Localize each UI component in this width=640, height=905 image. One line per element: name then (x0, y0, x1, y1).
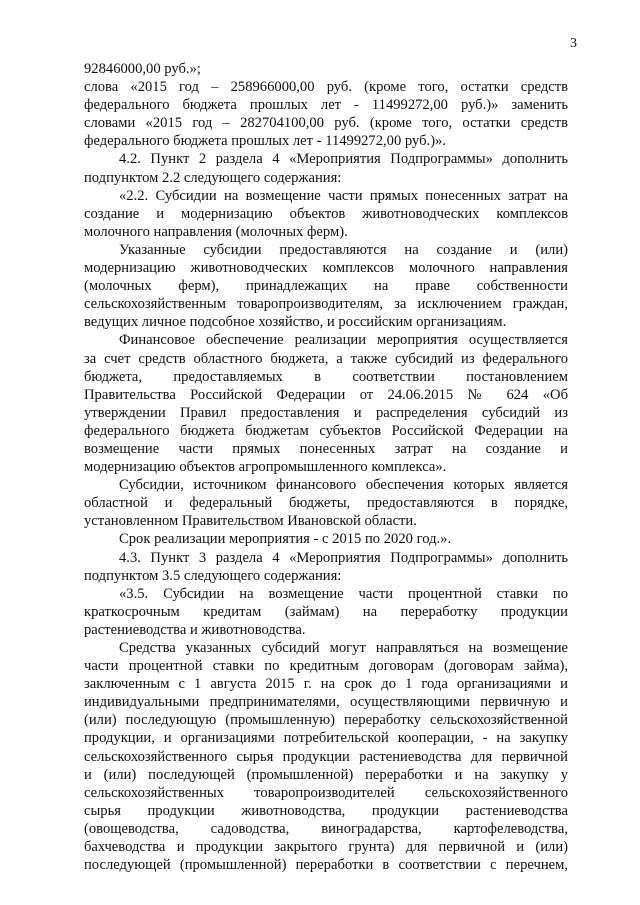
text-line: молочного направления (молочных ферм). (84, 223, 348, 240)
text-line: сырья продукции животноводства, продукции растениеводства (84, 802, 568, 819)
text-line: «2.2. Субсидии на возмещение части прямых понесенных затрат на (119, 187, 568, 204)
text-line: модернизацию объектов агропромышленного комплекса». (84, 459, 447, 476)
document-body (84, 60, 568, 874)
text-line: и (или) последующей (промышленной) переработки и на закупку у (84, 766, 568, 783)
text-line: установленном Правительством Ивановской области. (84, 513, 417, 530)
text-line: (молочных ферм), принадлежащих на праве собственности (84, 278, 568, 295)
text-line: слова «2015 год – 258966000,00 руб. (кроме того, остатки средств (84, 79, 568, 96)
text-line: Средства указанных субсидий могут направляться на возмещение (119, 640, 568, 656)
text-line: словами «2015 год – 282704100,00 руб. (кроме того, остатки средств (84, 115, 568, 132)
text-line: федерального бюджета прошлых лет - 11499272,00 руб.)». (84, 133, 446, 150)
text-line: (овощеводства, садоводства, виноградарства, картофелеводства, (84, 820, 568, 837)
text-line: модернизацию животноводческих комплексов молочного направления (84, 260, 568, 277)
text-line: создание и модернизацию объектов животноводческих комплексов (84, 205, 568, 222)
text-line: возмещение части прямых понесенных затрат на создание и (84, 440, 568, 457)
text-line: Срок реализации мероприятия - с 2015 по 2020 год.». (119, 531, 452, 548)
text-line: 4.2. Пункт 2 раздела 4 «Мероприятия Подпрограммы» дополнить (119, 151, 568, 168)
text-line: последующей (промышленной) переработки в соответствии с перечнем, (84, 857, 568, 874)
text-line: подпунктом 3.5 следующего содержания: (84, 567, 342, 584)
text-line: индивидуальными предпринимателями, осуществляющими первичную и (84, 694, 568, 711)
text-line: краткосрочным кредитам (займам) на переработку продукции (84, 603, 568, 620)
text-line: бюджета, предоставляемых в соответствии постановлением (84, 368, 568, 385)
text-line: 92846000,00 руб.»; (84, 61, 201, 77)
text-line: ведущих личное подсобное хозяйство, и российским организациям. (84, 314, 507, 331)
text-line: сельскохозяйственным товаропроизводителям, за исключением граждан, (84, 296, 568, 313)
text-line: федерального бюджета прошлых лет - 11499272,00 руб.)» заменить (84, 97, 568, 114)
text-line: сельскохозяйственных товаропроизводителей сельскохозяйственного (84, 784, 568, 801)
text-line: 4.3. Пункт 3 раздела 4 «Мероприятия Подпрограммы» дополнить (119, 549, 568, 566)
text-line: областной и федеральный бюджеты, предоставляются в порядке, (84, 495, 568, 512)
page-number: 3 (570, 36, 577, 51)
text-line: федерального бюджета бюджетам субъектов Российской Федерации на (84, 422, 568, 439)
text-line: «3.5. Субсидии на возмещение части процентной ставки по (119, 585, 568, 602)
text-line: (или) последующую (промышленную) переработку сельскохозяйственной (84, 712, 568, 729)
text-line: Правительства Российской Федерации от 24.06.2015 № 624 «Об (84, 386, 568, 403)
text-line: Субсидии, источником финансового обеспечения которых является (119, 477, 568, 494)
text-line: продукции, и организациями потребительской кооперации, - на закупку (84, 730, 568, 747)
text-line: Финансовое обеспечение реализации мероприятия осуществляется (119, 332, 568, 349)
text-line: Указанные субсидии предоставляются на создание и (или) (119, 241, 568, 258)
text-line: заключенным с 1 августа 2015 г. на срок до 1 года организациями и (84, 676, 568, 693)
text-line: утверждении Правил предоставления и распределения субсидий из (84, 404, 568, 421)
text-line: части процентной ставки по кредитным договорам (договорам займа), (84, 658, 568, 675)
text-line: бахчеводства и продукции закрытого грунта) для первичной и (или) (84, 839, 568, 856)
text-line: растениеводства и животноводства. (84, 621, 306, 638)
text-line: подпунктом 2.2 следующего содержания: (84, 169, 342, 186)
text-line: за счет средств областного бюджета, а также субсидий из федерального (84, 350, 568, 367)
text-line: сельскохозяйственного сырья продукции растениеводства для первичной (84, 748, 568, 765)
